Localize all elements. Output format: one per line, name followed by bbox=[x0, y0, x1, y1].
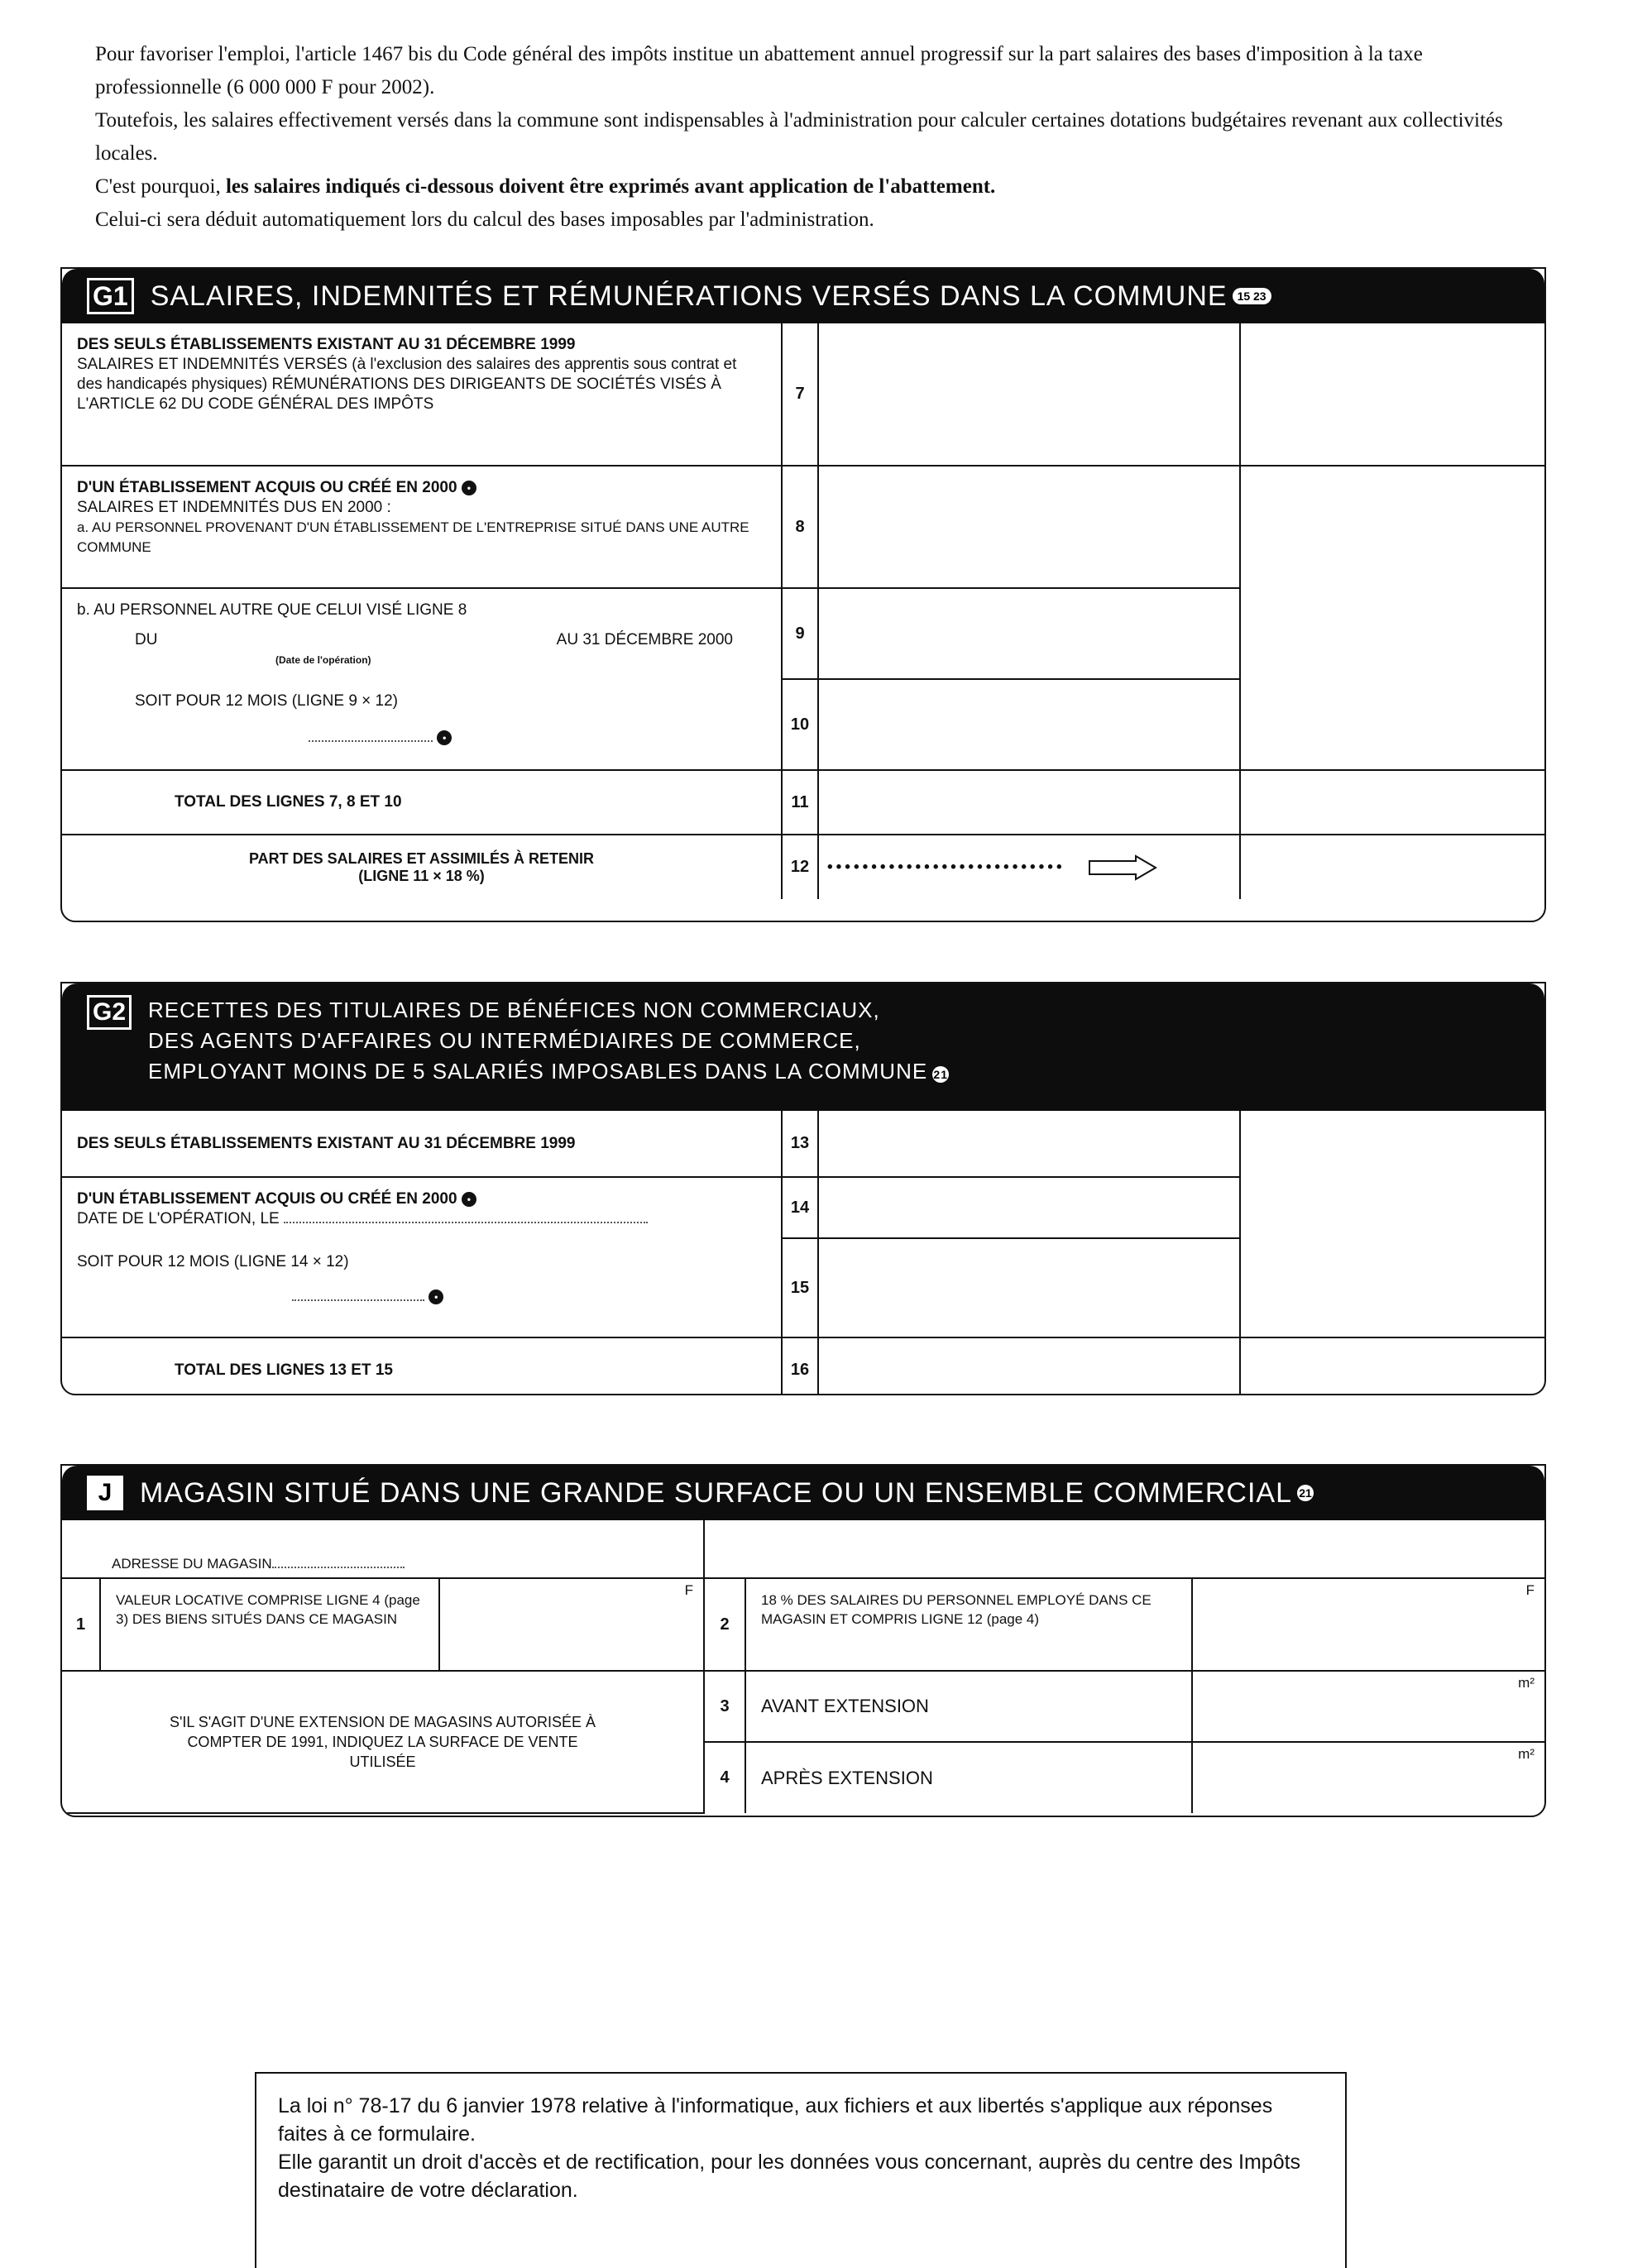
intro-paragraph-1: Pour favoriser l'emploi, l'article 1467 bis du Code général des impôts institue un abattement annuel progressif sur la part salaires des bases d'imposition à la taxe professionnelle (6 000 000 F pour 2002). bbox=[95, 43, 1423, 98]
g1-notes: 15 23 bbox=[1233, 288, 1271, 304]
g2-line-16-input[interactable] bbox=[818, 1337, 1240, 1395]
g1-row12-text1: PART DES SALAIRES ET ASSIMILÉS À RETENIR bbox=[248, 849, 595, 867]
g2-table bbox=[62, 1111, 1544, 1395]
g2-row16-label bbox=[62, 1337, 782, 1395]
g1-row7-head: DES SEULS ÉTABLISSEMENTS EXISTANT AU 31 DÉCEMBRE 1999 bbox=[77, 336, 576, 353]
g1-line-10-input[interactable] bbox=[818, 679, 1240, 770]
g1-row10-dotted bbox=[309, 729, 433, 742]
g1-line-9-number: 9 bbox=[782, 588, 818, 679]
j-row4-unit: m² bbox=[1518, 1746, 1535, 1762]
j-address-input[interactable] bbox=[704, 1520, 1544, 1578]
g1-line-11-extra[interactable] bbox=[1240, 770, 1544, 835]
g1-line-12-dots: ••••••••••••••••••••••••••• bbox=[827, 858, 1065, 876]
g2-row15-dotted bbox=[292, 1288, 424, 1301]
g2-header bbox=[62, 983, 1544, 1111]
j-address-label: ADRESSE DU MAGASIN bbox=[112, 1556, 272, 1572]
g1-table bbox=[62, 323, 1544, 899]
g1-line-12-cell bbox=[818, 835, 1240, 899]
section-g2 bbox=[60, 982, 1546, 1395]
g1-badge: G1 bbox=[87, 278, 134, 314]
g1-row7-label bbox=[62, 323, 782, 466]
j-row2-input[interactable] bbox=[1192, 1578, 1544, 1671]
g2-row14-15-label bbox=[62, 1177, 782, 1337]
j-row1-number: 1 bbox=[62, 1578, 100, 1671]
g1-line-7-number: 7 bbox=[782, 323, 818, 466]
j-row2-number: 2 bbox=[704, 1578, 745, 1671]
g2-row16-text: TOTAL DES LIGNES 13 ET 15 bbox=[175, 1361, 393, 1379]
legal-line-1: La loi n° 78-17 du 6 janvier 1978 relative à l'informatique, aux fichiers et aux libertés s'applique aux réponses faites à ce formulaire. bbox=[278, 2094, 1273, 2146]
g2-line-14-number: 14 bbox=[782, 1177, 818, 1238]
g2-line-14-input[interactable] bbox=[818, 1177, 1240, 1238]
g2-row14-date-label: DATE DE L'OPÉRATION, LE bbox=[77, 1210, 280, 1227]
g2-row14-note: • bbox=[462, 1192, 476, 1207]
j-title: MAGASIN SITUÉ DANS UNE GRANDE SURFACE OU UN ENSEMBLE COMMERCIAL bbox=[140, 1476, 1292, 1509]
j-address-dots bbox=[272, 1558, 405, 1568]
j-row3-number: 3 bbox=[704, 1671, 745, 1742]
g1-line-11-input[interactable] bbox=[818, 770, 1240, 835]
g1-row7-text: SALAIRES ET INDEMNITÉS VERSÉS (à l'exclusion des salaires des apprentis sous contrat et des handicapés physiques) RÉMUNÉRATIONS DES DIRIGEANTS DE SOCIÉTÉS VISÉS À L'ARTICLE 62 DU CODE GÉNÉRAL DES IMPÔTS bbox=[77, 356, 737, 413]
g2-title-line3-text: EMPLOYANT MOINS DE 5 SALARIÉS IMPOSABLES DANS LA COMMUNE bbox=[148, 1059, 928, 1084]
g1-row8-headline bbox=[77, 478, 766, 498]
g2-note: 21 bbox=[933, 1068, 948, 1081]
g1-row10-note: • bbox=[437, 730, 452, 745]
j-extension-label: S'IL S'AGIT D'UNE EXTENSION DE MAGASINS AUTORISÉE À COMPTER DE 1991, INDIQUEZ LA SURFACE DE VENTE UTILISÉE bbox=[62, 1671, 704, 1813]
g2-row13-label: DES SEULS ÉTABLISSEMENTS EXISTANT AU 31 DÉCEMBRE 1999 bbox=[62, 1111, 782, 1177]
j-address-label-cell bbox=[62, 1520, 704, 1578]
j-badge: J bbox=[87, 1476, 123, 1510]
g1-row11-label bbox=[62, 770, 782, 835]
g2-title-line1: RECETTES DES TITULAIRES DE BÉNÉFICES NON COMMERCIAUX, bbox=[148, 998, 880, 1022]
g1-row8-text2: a. AU PERSONNEL PROVENANT D'UN ÉTABLISSEMENT DE L'ENTREPRISE SITUÉ DANS UNE AUTRE COMMUNE bbox=[77, 519, 749, 555]
j-row3-input[interactable] bbox=[1192, 1671, 1544, 1742]
intro-p3-bold: les salaires indiqués ci-dessous doivent être exprimés avant application de l'abattement. bbox=[225, 175, 996, 198]
g1-row9-du: DU bbox=[135, 631, 158, 648]
j-row4-input[interactable] bbox=[1192, 1742, 1544, 1813]
section-j bbox=[60, 1464, 1546, 1817]
g1-line-11-number: 11 bbox=[782, 770, 818, 835]
g1-title: SALAIRES, INDEMNITÉS ET RÉMUNÉRATIONS VERSÉS DANS LA COMMUNE bbox=[150, 280, 1228, 312]
g1-row10-result bbox=[77, 728, 766, 748]
g1-row8-head: D'UN ÉTABLISSEMENT ACQUIS OU CRÉÉ EN 2000 bbox=[77, 479, 457, 496]
g2-row15-note: • bbox=[429, 1290, 443, 1304]
intro-paragraph-3 bbox=[95, 170, 1518, 203]
j-row1-input[interactable] bbox=[439, 1578, 704, 1671]
g1-row8-text1: SALAIRES ET INDEMNITÉS DUS EN 2000 : bbox=[77, 499, 391, 516]
g1-row9-au: AU 31 DÉCEMBRE 2000 bbox=[556, 631, 733, 648]
g1-line-8-number: 8 bbox=[782, 466, 818, 588]
intro-text bbox=[95, 38, 1518, 237]
g2-line-13-input[interactable] bbox=[818, 1111, 1240, 1177]
j-row3-unit: m² bbox=[1518, 1675, 1535, 1691]
g1-row9-text: b. AU PERSONNEL AUTRE QUE CELUI VISÉ LIGNE 8 bbox=[77, 601, 467, 619]
g2-badge: G2 bbox=[87, 995, 132, 1030]
g1-row12-label bbox=[62, 835, 782, 899]
g1-header bbox=[62, 269, 1544, 323]
g2-row14-date bbox=[77, 1209, 766, 1229]
j-row1-unit: F bbox=[684, 1582, 693, 1598]
g2-row15-result bbox=[77, 1287, 766, 1307]
g2-title-line3 bbox=[148, 1056, 949, 1087]
g1-line-7-input[interactable] bbox=[818, 323, 1240, 466]
arrow-right-icon bbox=[1088, 854, 1157, 881]
j-header bbox=[62, 1466, 1544, 1520]
g1-line-7-extra[interactable] bbox=[1240, 323, 1544, 466]
intro-p3-start: C'est pourquoi, bbox=[95, 175, 226, 198]
g1-row8-note: • bbox=[462, 481, 476, 495]
legal-notice bbox=[255, 2072, 1347, 2268]
g1-row9-period bbox=[77, 630, 766, 650]
j-row2-label: 18 % DES SALAIRES DU PERSONNEL EMPLOYÉ DANS CE MAGASIN ET COMPRIS LIGNE 12 (page 4) bbox=[745, 1578, 1192, 1671]
j-row1-label: VALEUR LOCATIVE COMPRISE LIGNE 4 (page 3) DES BIENS SITUÉS DANS CE MAGASIN bbox=[100, 1578, 439, 1671]
g2-line-13-15-extra[interactable] bbox=[1240, 1111, 1544, 1337]
j-table bbox=[62, 1520, 1544, 1814]
g2-row14-text: D'UN ÉTABLISSEMENT ACQUIS OU CRÉÉ EN 2000 bbox=[77, 1190, 457, 1208]
legal-line-2: Elle garantit un droit d'accès et de rectification, pour les données vous concernant, auprès du centre des Impôts destinataire de votre déclaration. bbox=[278, 2151, 1301, 2202]
g1-row11-text: TOTAL DES LIGNES 7, 8 ET 10 bbox=[175, 793, 402, 811]
g2-title-block bbox=[148, 995, 949, 1087]
j-row4-label: APRÈS EXTENSION bbox=[745, 1742, 1192, 1813]
g1-line-12-input[interactable] bbox=[1240, 835, 1544, 899]
g1-row12-text2: (LIGNE 11 × 18 %) bbox=[358, 867, 485, 884]
j-row2-unit: F bbox=[1525, 1582, 1535, 1598]
intro-paragraph-2: Toutefois, les salaires effectivement versés dans la commune sont indispensables à l'administration pour calculer certaines dotations budgétaires revenant aux collectivités locales. bbox=[95, 109, 1503, 165]
g2-row15-text: SOIT POUR 12 MOIS (LIGNE 14 × 12) bbox=[77, 1253, 349, 1270]
g1-row10-text: SOIT POUR 12 MOIS (LIGNE 9 × 12) bbox=[135, 692, 398, 710]
g2-line-16-extra[interactable] bbox=[1240, 1337, 1544, 1395]
j-row4-number: 4 bbox=[704, 1742, 745, 1813]
g1-line-9-input[interactable] bbox=[818, 588, 1240, 679]
g2-row14-headline bbox=[77, 1189, 766, 1209]
g2-line-15-number: 15 bbox=[782, 1238, 818, 1337]
g2-title-line2: DES AGENTS D'AFFAIRES OU INTERMÉDIAIRES DE COMMERCE, bbox=[148, 1028, 861, 1053]
g2-line-16-number: 16 bbox=[782, 1337, 818, 1395]
j-row3-label: AVANT EXTENSION bbox=[745, 1671, 1192, 1742]
g1-line-12-number: 12 bbox=[782, 835, 818, 899]
g1-row8-label bbox=[62, 466, 782, 588]
intro-paragraph-4: Celui-ci sera déduit automatiquement lors du calcul des bases imposables par l'administration. bbox=[95, 208, 874, 231]
j-note: 21 bbox=[1297, 1485, 1314, 1501]
g2-line-15-input[interactable] bbox=[818, 1238, 1240, 1337]
section-g1 bbox=[60, 267, 1546, 922]
g1-row9-date-caption: (Date de l'opération) bbox=[275, 654, 371, 666]
g1-line-10-number: 10 bbox=[782, 679, 818, 770]
g2-row14-date-field[interactable] bbox=[284, 1210, 648, 1223]
g1-line-8-input[interactable] bbox=[818, 466, 1240, 588]
g1-line-8-10-extra[interactable] bbox=[1240, 466, 1544, 770]
g1-row9-10-label bbox=[62, 588, 782, 770]
g2-line-13-number: 13 bbox=[782, 1111, 818, 1177]
